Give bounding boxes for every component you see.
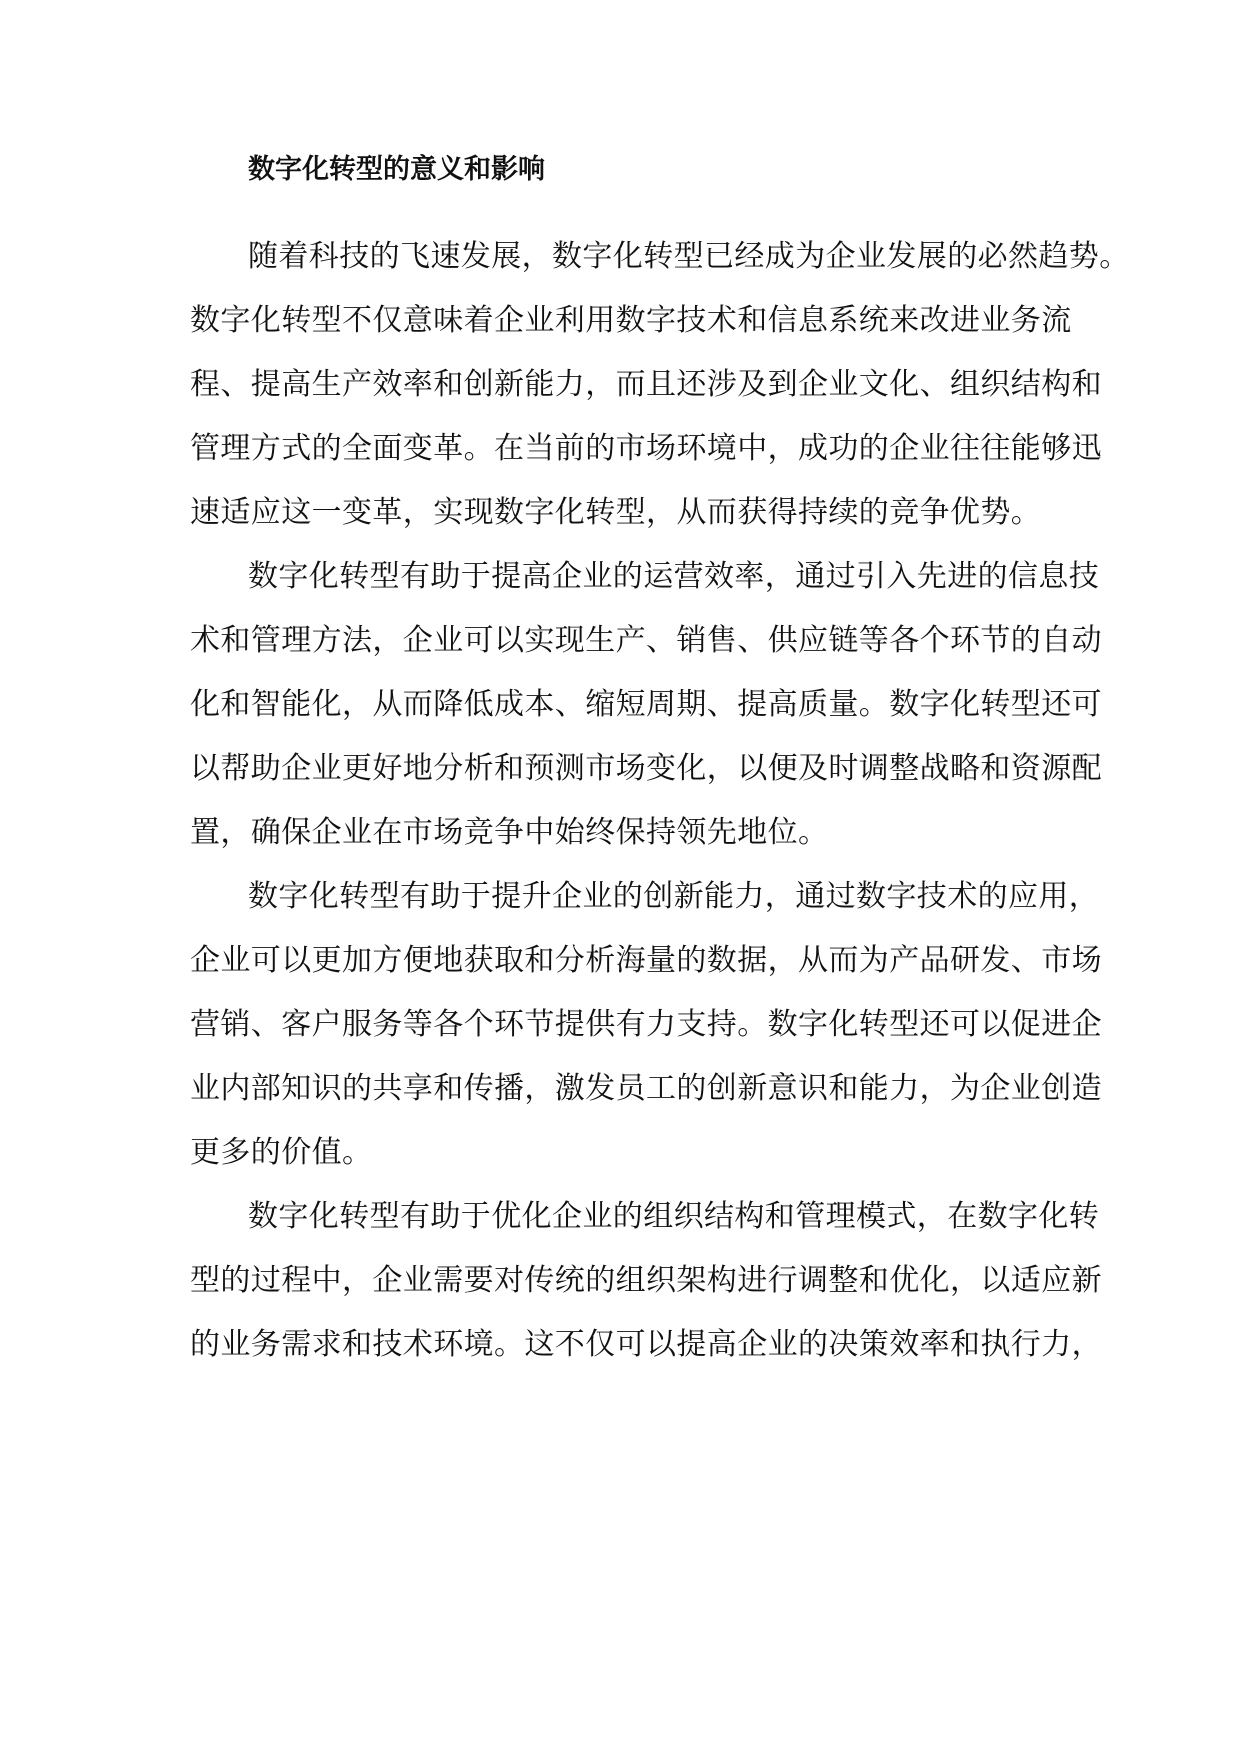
document-body <box>190 225 1130 1377</box>
paragraph-line: 企业可以更加方便地获取和分析海量的数据，从而为产品研发、市场 <box>190 943 1102 978</box>
paragraph-line: 随着科技的飞速发展，数字化转型已经成为企业发展的必然趋势。 <box>248 239 1130 274</box>
paragraph-line: 程、提高生产效率和创新能力，而且还涉及到企业文化、组织结构和 <box>190 367 1102 402</box>
paragraph-line: 数字化转型不仅意味着企业利用数字技术和信息系统来改进业务流 <box>190 303 1072 338</box>
paragraph-1 <box>190 225 1130 545</box>
paragraph-line: 数字化转型有助于优化企业的组织结构和管理模式，在数字化转 <box>248 1199 1100 1234</box>
paragraph-line: 型的过程中，企业需要对传统的组织架构进行调整和优化，以适应新 <box>190 1263 1102 1298</box>
paragraph-line: 术和管理方法，企业可以实现生产、销售、供应链等各个环节的自动 <box>190 623 1102 658</box>
document-title: 数字化转型的意义和影响 <box>248 154 545 185</box>
paragraph-2 <box>190 545 1102 865</box>
paragraph-3 <box>190 865 1102 1185</box>
paragraph-line: 管理方式的全面变革。在当前的市场环境中，成功的企业往往能够迅 <box>190 431 1102 466</box>
paragraph-line: 业内部知识的共享和传播，激发员工的创新意识和能力，为企业创造 <box>190 1071 1102 1106</box>
paragraph-line: 更多的价值。 <box>190 1135 373 1170</box>
paragraph-line: 数字化转型有助于提升企业的创新能力，通过数字技术的应用， <box>248 879 1100 914</box>
paragraph-line: 数字化转型有助于提高企业的运营效率，通过引入先进的信息技 <box>248 559 1100 594</box>
paragraph-line: 速适应这一变革，实现数字化转型，从而获得持续的竞争优势。 <box>190 495 1042 530</box>
paragraph-line: 的业务需求和技术环境。这不仅可以提高企业的决策效率和执行力， <box>190 1327 1102 1362</box>
paragraph-line: 置，确保企业在市场竞争中始终保持领先地位。 <box>190 815 829 850</box>
paragraph-4 <box>190 1185 1102 1377</box>
paragraph-line: 以帮助企业更好地分析和预测市场变化，以便及时调整战略和资源配 <box>190 751 1102 786</box>
paragraph-line: 营销、客户服务等各个环节提供有力支持。数字化转型还可以促进企 <box>190 1007 1102 1042</box>
paragraph-line: 化和智能化，从而降低成本、缩短周期、提高质量。数字化转型还可 <box>190 687 1102 722</box>
